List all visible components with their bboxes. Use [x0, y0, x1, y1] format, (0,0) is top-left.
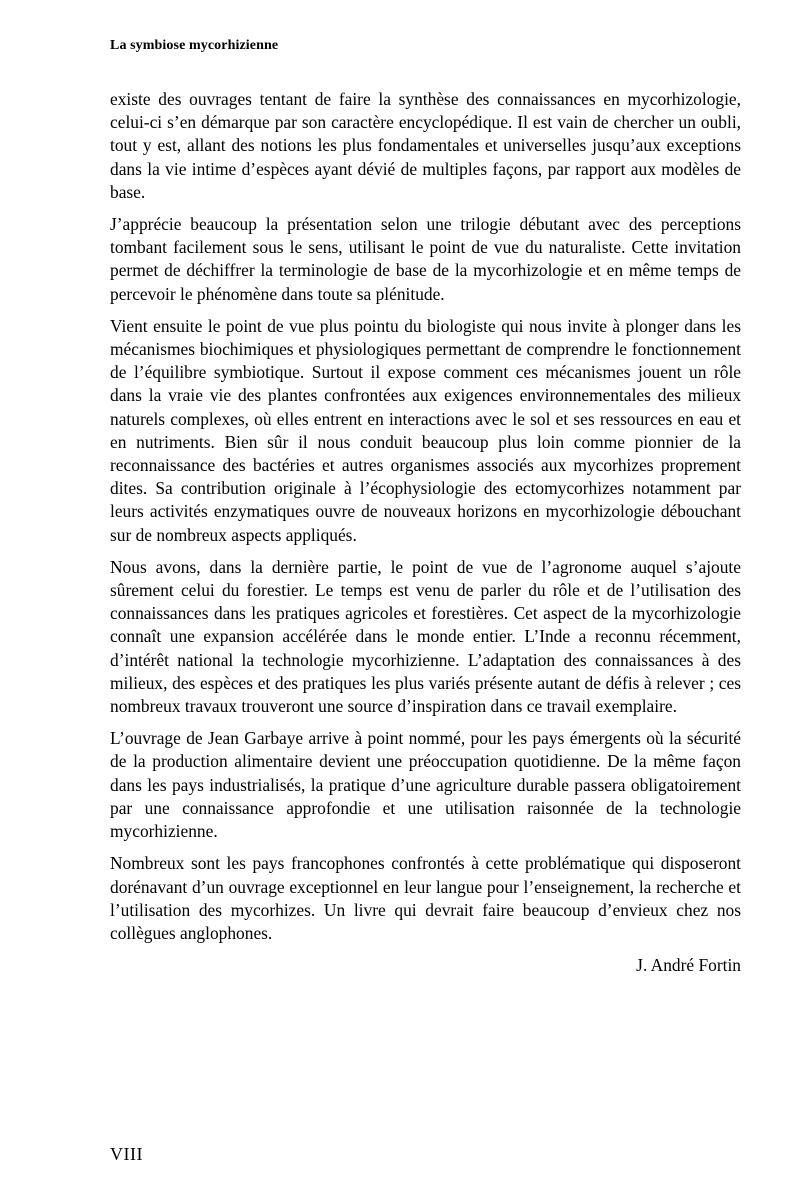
paragraph: J’apprécie beaucoup la présentation selon une trilogie débutant avec des perceptions tombant facilement sous le sens, utilisant le point de vue du naturaliste. Cette invitation permet de déchiffrer la terminologie de base de la mycorhizologie et en même temps de percevoir le phénomène dans toute sa plénitude.	[110, 214, 741, 304]
running-header: La symbiose mycorhizienne	[110, 38, 279, 53]
signature: J. André Fortin	[636, 955, 741, 976]
body-text	[110, 88, 741, 977]
paragraph: L’ouvrage de Jean Garbaye arrive à point nommé, pour les pays émergents où la sécurité de la production alimentaire devient une préoccupation quotidienne. De la même façon dans les pays industrialisés, la pratique d’une agriculture durable passera obligatoirement par une connaissance approfondie et une utilisation raisonnée de la technologie mycorhizienne.	[110, 728, 741, 842]
paragraph: Nous avons, dans la dernière partie, le point de vue de l’agronome auquel s’ajoute sûrement celui du forestier. Le temps est venu de parler du rôle et de l’utilisation des connaissances dans les pratiques agricoles et forestières. Cet aspect de la mycorhizologie connaît une expansion accélérée dans le monde entier. L’Inde a reconnu récemment, d’intérêt national la technologie mycorhizienne. L’adaptation des connaissances à des milieux, des espèces et des pratiques les plus variés présente autant de défis à relever ; ces nombreux travaux trouveront une source d’inspiration dans ce travail exemplaire.	[110, 556, 741, 717]
paragraph: existe des ouvrages tentant de faire la synthèse des connaissances en mycorhizologie, celui-ci s’en démarque par son caractère encyclopédique. Il est vain de chercher un oubli, tout y est, allant des notions les plus fondamentales et universelles jusqu’aux exceptions dans la vie intime d’espèces ayant dévié de multiples façons, par rapport aux modèles de base.	[110, 89, 741, 202]
page-number: VIII	[110, 1144, 143, 1164]
paragraph: Vient ensuite le point de vue plus pointu du biologiste qui nous invite à plonger dans les mécanismes biochimiques et physiologiques permettant de comprendre le fonctionnement de l’équilibre symbiotique. Surtout il expose comment ces mécanismes jouent un rôle dans la vraie vie des plantes confrontées aux exigences environnementales des milieux naturels complexes, où elles entrent en interactions avec le sol et ses ressources en eau et en nutriments. Bien sûr il nous conduit beaucoup plus loin comme pionnier de la reconnaissance des bactéries et autres organismes associés aux mycorhizes proprement dites. Sa contribution originale à l’écophysiologie des ectomycorhizes notamment par leurs activités enzymatiques ouvre de nouveaux horizons en mycorhizologie débouchant sur de nombreux aspects appliqués.	[110, 315, 741, 545]
paragraph: Nombreux sont les pays francophones confrontés à cette problématique qui disposeront dorénavant d’un ouvrage exceptionnel en leur langue pour l’enseignement, la recherche et l’utilisation des mycorhizes. Un livre qui devrait faire beaucoup d’envieux chez nos collègues anglophones.	[110, 853, 741, 943]
